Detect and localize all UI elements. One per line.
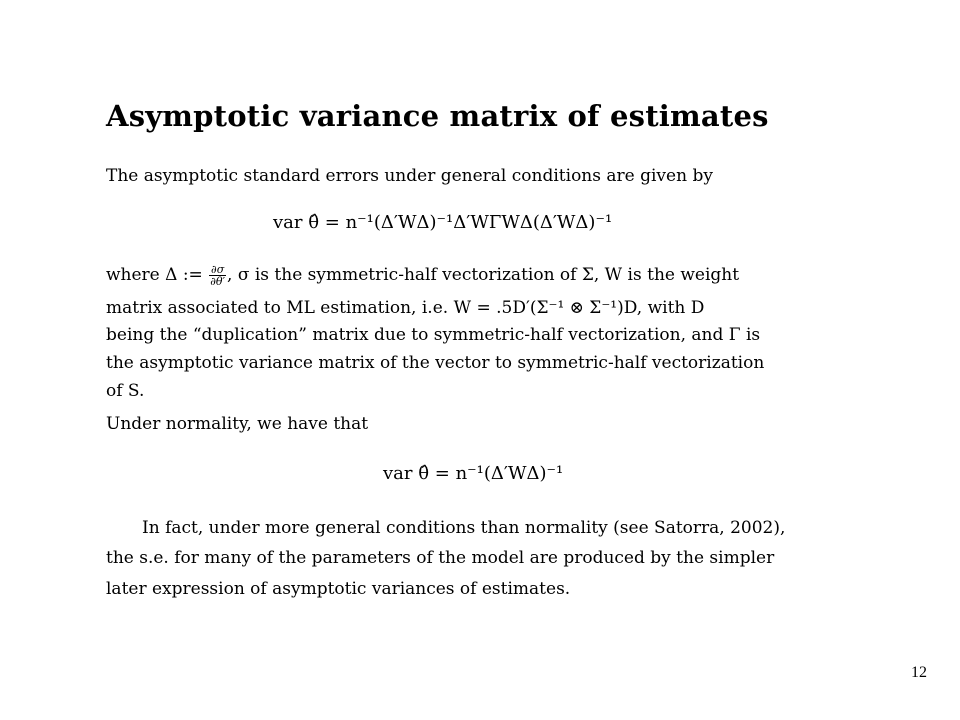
- where-line-1-rest: , σ is the symmetric-half vectorization of Σ, W is the weight: [227, 265, 740, 285]
- normality-text: Under normality, we have that: [106, 414, 369, 434]
- where-line-3: being the “duplication” matrix due to symmetric-half vectorization, and Γ is: [106, 325, 761, 345]
- intro-text: The asymptotic standard errors under general conditions are given by: [106, 166, 713, 186]
- page-number: 12: [911, 664, 927, 681]
- slide-title: Asymptotic variance matrix of estimates: [106, 99, 769, 133]
- where-prefix: where Δ :=: [106, 265, 209, 285]
- general-variance-equation: var θ̂ = n⁻¹(Δ′WΔ)⁻¹Δ′WΓWΔ(Δ′WΔ)⁻¹: [273, 212, 613, 233]
- fraction-denominator: ∂θ′: [210, 275, 226, 288]
- fact-line-1: In fact, under more general conditions than normality (see Satorra, 2002),: [142, 518, 786, 538]
- fraction-numerator: ∂σ: [211, 263, 225, 276]
- where-line-4: the asymptotic variance matrix of the vector to symmetric-half vectorization: [106, 353, 765, 373]
- where-line-5: of S.: [106, 381, 145, 401]
- where-line-1: [106, 262, 739, 289]
- normal-variance-equation: var θ̂ = n⁻¹(Δ′WΔ)⁻¹: [383, 463, 564, 484]
- where-line-2: matrix associated to ML estimation, i.e. W = .5D′(Σ⁻¹ ⊗ Σ⁻¹)D, with D: [106, 298, 705, 318]
- delta-derivative-fraction: [209, 264, 226, 287]
- fact-line-2: the s.e. for many of the parameters of the model are produced by the simpler: [106, 548, 775, 568]
- fact-line-3: later expression of asymptotic variances of estimates.: [106, 579, 571, 599]
